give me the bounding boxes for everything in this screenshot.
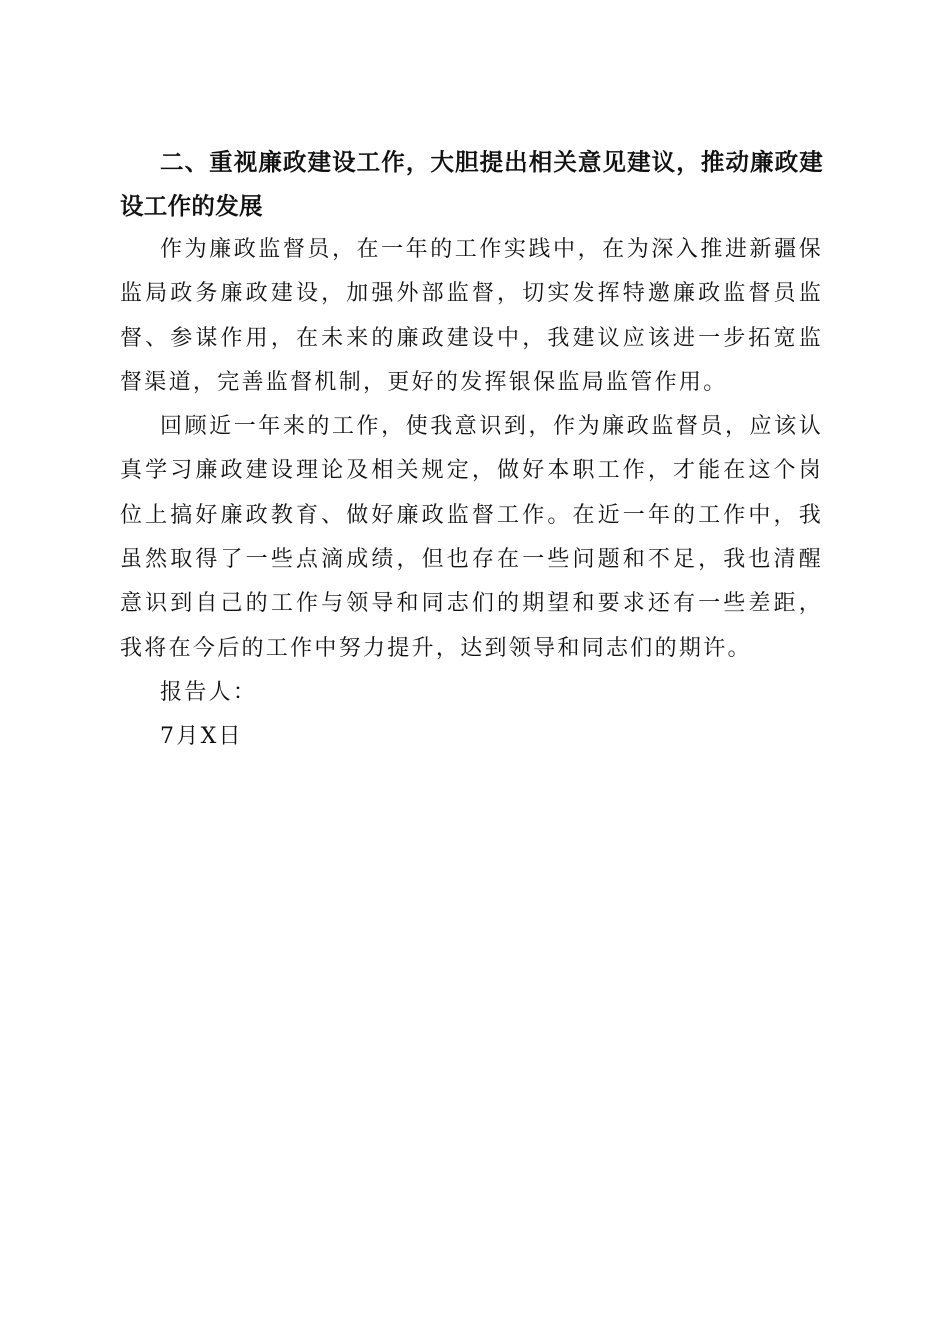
reporter-label: 报告人： xyxy=(160,679,258,705)
section-heading: 二、重视廉政建设工作，大胆提出相关意见建议，推动廉政建设工作的发展 xyxy=(120,148,823,220)
document-body xyxy=(120,140,823,760)
paragraph-review: 回顾近一年来的工作，使我意识到，作为廉政监督员，应该认真学习廉政建设理论及相关规定，做好本职工作，才能在这个岗位上搞好廉政教育、做好廉政监督工作。在近一年的工作中，我虽然取得了一些点滴成绩，但也存在一些问题和不足，我也清醒意识到自己的工作与领导和同志们的期望和要求还有一些差距，我将在今后的工作中努力提升，达到领导和同志们的期许。 xyxy=(120,414,823,661)
report-date: 7月X日 xyxy=(160,724,243,750)
paragraph-suggestions: 作为廉政监督员，在一年的工作实践中，在为深入推进新疆保监局政务廉政建设，加强外部监督，切实发挥特邀廉政监督员监督、参谋作用，在未来的廉政建设中，我建议应该进一步拓宽监督渠道，完善监督机制，更好的发挥银保监局监管作用。 xyxy=(120,237,823,395)
